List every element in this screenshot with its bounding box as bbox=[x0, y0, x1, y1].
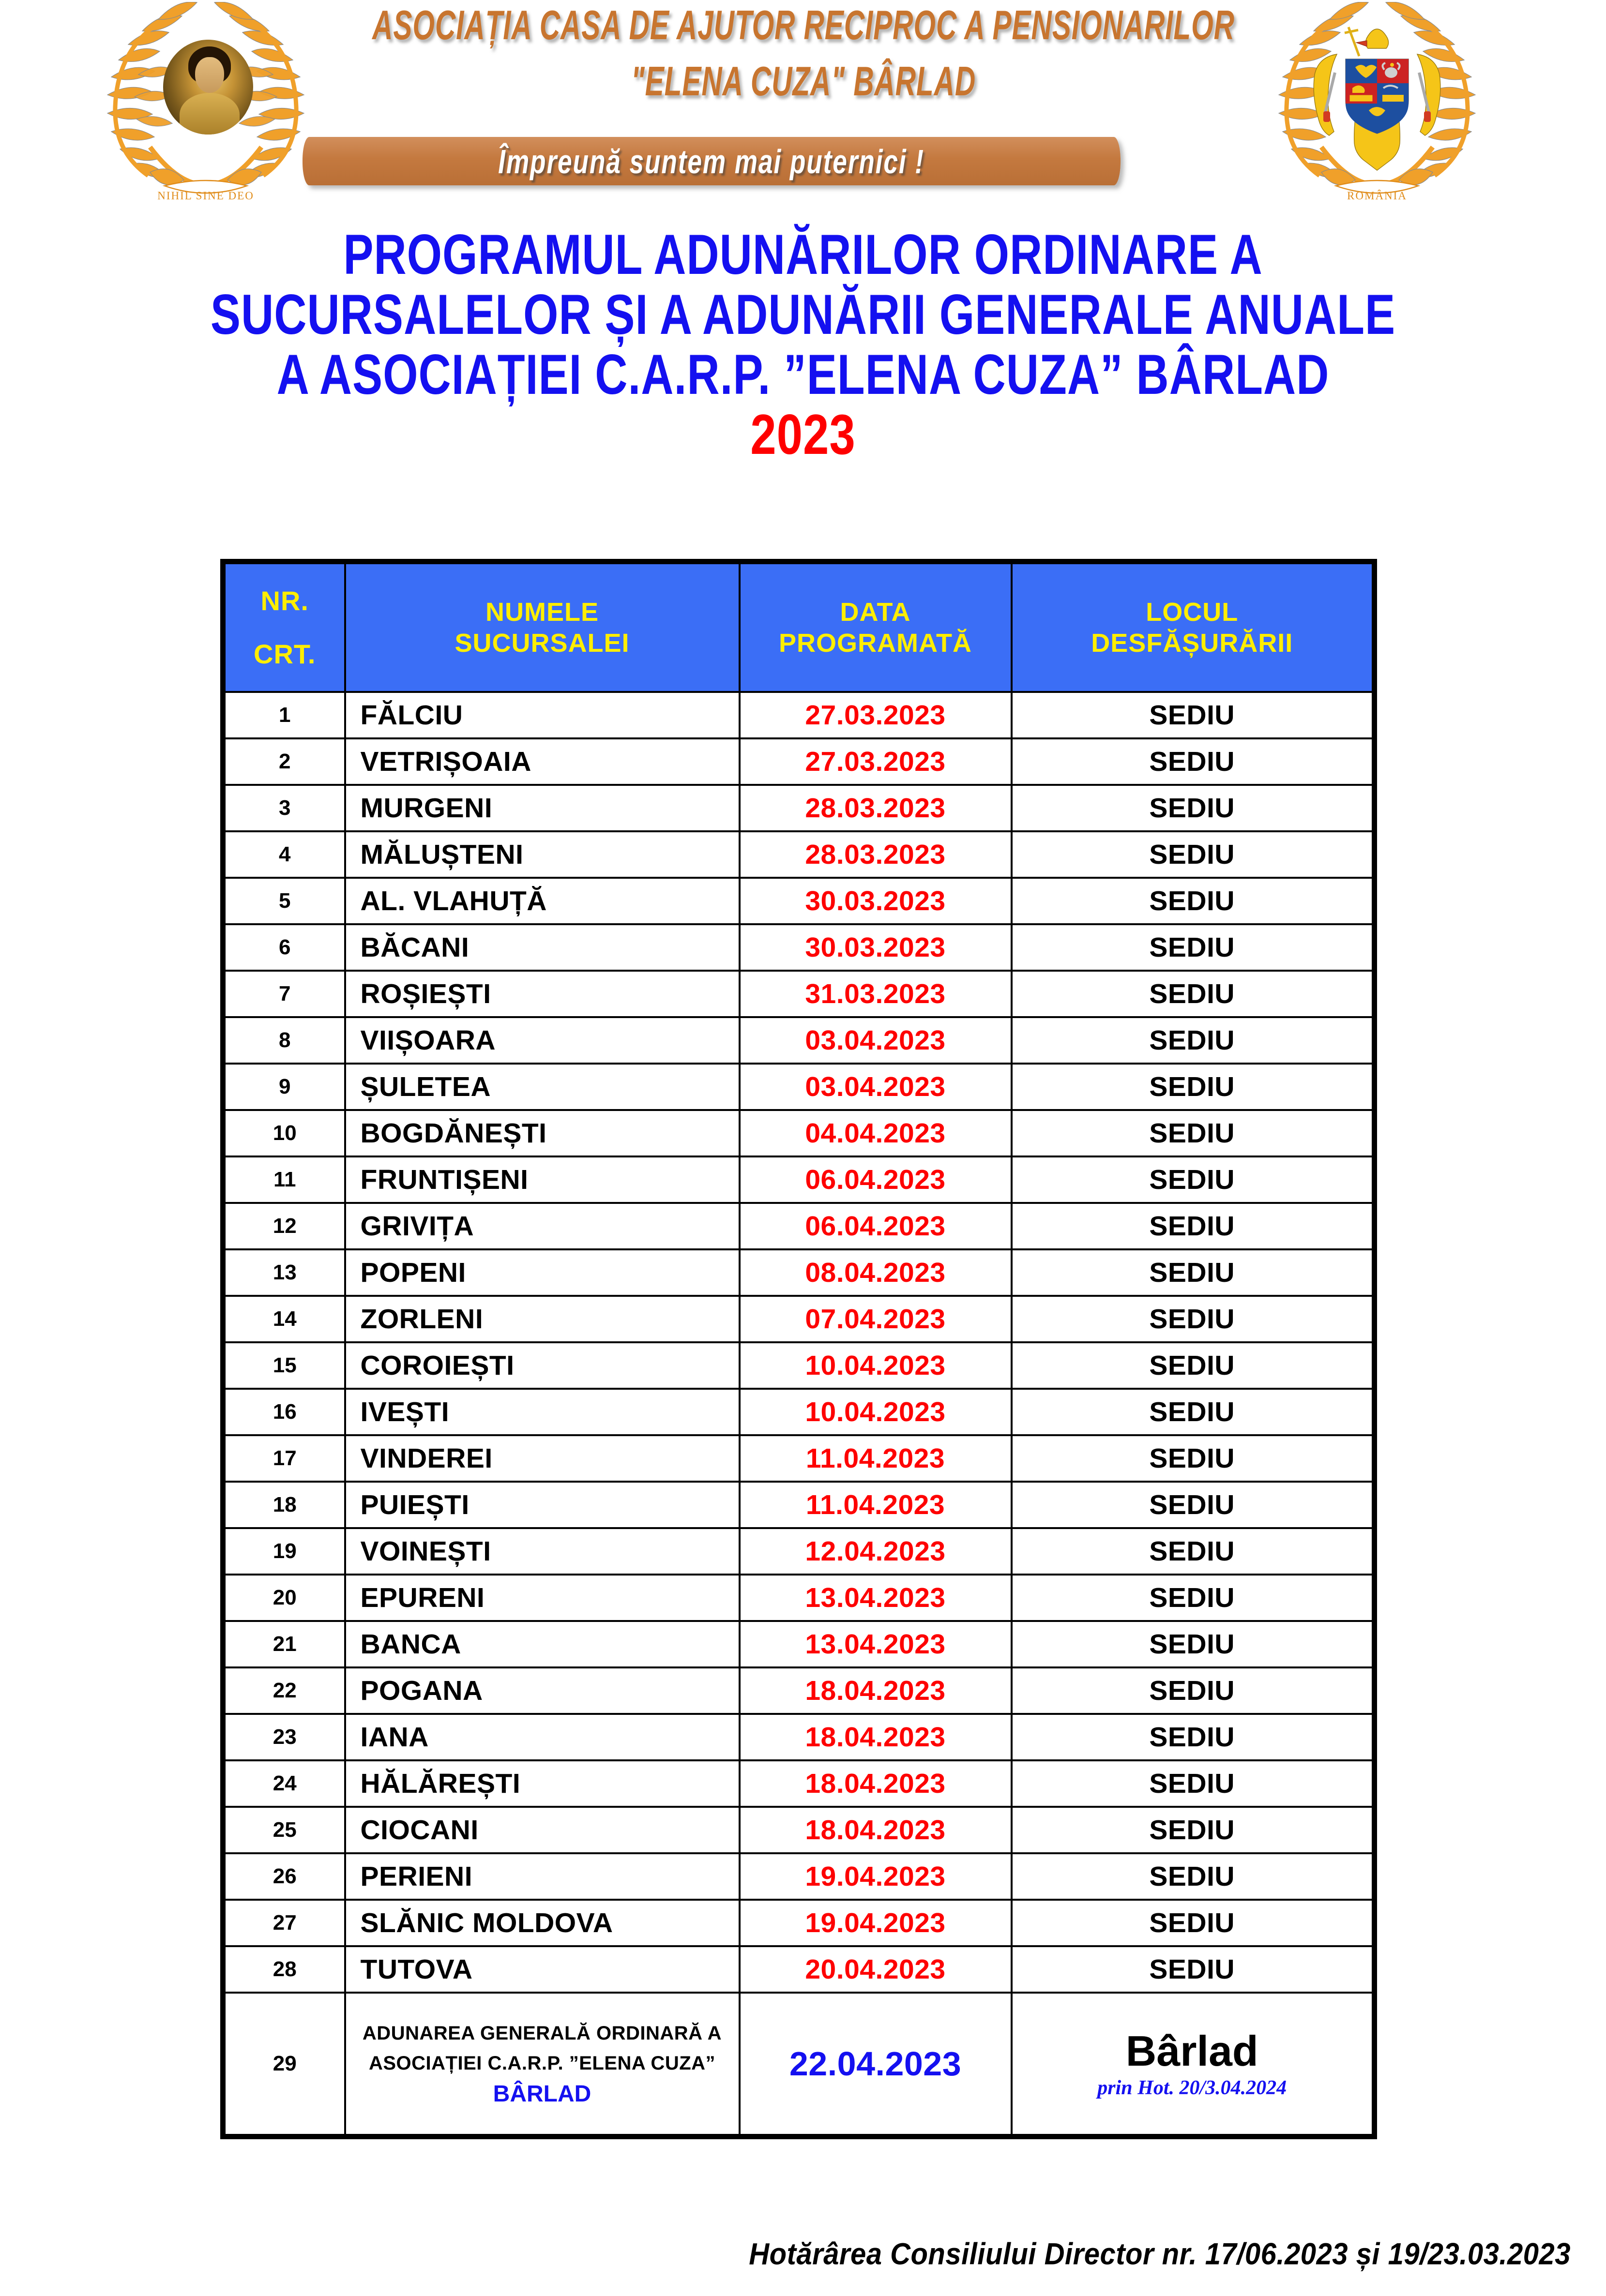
cell-location: SEDIU bbox=[1012, 1064, 1375, 1110]
table-row bbox=[223, 1017, 1375, 1064]
cell-scheduled-date: 07.04.2023 bbox=[740, 1296, 1012, 1342]
cell-branch-name: ROȘIEȘTI bbox=[345, 971, 740, 1017]
table-row bbox=[223, 1435, 1375, 1482]
page-title-line-2: SUCURSALELOR ȘI A ADUNĂRII GENERALE ANUALE bbox=[210, 283, 1396, 346]
organisation-name-line-2: "ELENA CUZA" BÂRLAD bbox=[631, 59, 976, 105]
cell-scheduled-date: 11.04.2023 bbox=[740, 1435, 1012, 1482]
table-row bbox=[223, 878, 1375, 924]
cell-scheduled-date: 10.04.2023 bbox=[740, 1342, 1012, 1389]
cell-scheduled-date: 19.04.2023 bbox=[740, 1900, 1012, 1946]
cell-branch-name: HĂLĂREȘTI bbox=[345, 1760, 740, 1807]
cell-branch-name: IANA bbox=[345, 1714, 740, 1760]
organisation-name bbox=[339, 2, 1268, 105]
cell-location: SEDIU bbox=[1012, 924, 1375, 971]
cell-nr: 18 bbox=[223, 1482, 345, 1528]
cell-scheduled-date: 20.04.2023 bbox=[740, 1946, 1012, 1993]
cell-location: SEDIU bbox=[1012, 1667, 1375, 1714]
cell-nr: 26 bbox=[223, 1853, 345, 1900]
general-assembly-city: Bârlad bbox=[1125, 2026, 1258, 2075]
column-header-place bbox=[1012, 562, 1375, 692]
table-header bbox=[223, 562, 1375, 692]
general-assembly-decision-note: prin Hot. 20/3.04.2024 bbox=[1097, 2077, 1287, 2100]
general-assembly-name-line-2: ASOCIAȚIEI C.A.R.P. ”ELENA CUZA” bbox=[368, 2053, 716, 2074]
cell-location: SEDIU bbox=[1012, 878, 1375, 924]
cell-branch-name: SLĂNIC MOLDOVA bbox=[345, 1900, 740, 1946]
column-header-date bbox=[740, 562, 1012, 692]
table-row bbox=[223, 1853, 1375, 1900]
table-row bbox=[223, 1667, 1375, 1714]
general-assembly-name-line-3: BÂRLAD bbox=[493, 2081, 591, 2107]
motto-text: Împreună suntem mai puternici ! bbox=[498, 142, 925, 180]
cell-location: SEDIU bbox=[1012, 1342, 1375, 1389]
column-header-date-line1: DATA bbox=[840, 598, 911, 627]
cell-branch-name: GRIVIȚA bbox=[345, 1203, 740, 1249]
cell-nr: 29 bbox=[223, 1993, 345, 2137]
laurel-wreath-icon bbox=[1263, 2, 1491, 205]
cell-scheduled-date: 11.04.2023 bbox=[740, 1482, 1012, 1528]
cell-nr: 12 bbox=[223, 1203, 345, 1249]
cell-scheduled-date: 19.04.2023 bbox=[740, 1853, 1012, 1900]
cell-nr: 13 bbox=[223, 1249, 345, 1296]
cell-nr: 27 bbox=[223, 1900, 345, 1946]
cell-nr: 4 bbox=[223, 831, 345, 878]
cell-branch-name: POGANA bbox=[345, 1667, 740, 1714]
cell-nr: 24 bbox=[223, 1760, 345, 1807]
cell-branch-name: BOGDĂNEȘTI bbox=[345, 1110, 740, 1156]
cell-scheduled-date: 10.04.2023 bbox=[740, 1389, 1012, 1435]
schedule-table bbox=[220, 559, 1377, 2139]
cell-nr: 10 bbox=[223, 1110, 345, 1156]
cell-scheduled-date: 30.03.2023 bbox=[740, 924, 1012, 971]
table-row bbox=[223, 1296, 1375, 1342]
cell-location: SEDIU bbox=[1012, 1482, 1375, 1528]
cell-location: SEDIU bbox=[1012, 1946, 1375, 1993]
cell-general-assembly-location bbox=[1012, 1993, 1375, 2137]
cell-nr: 8 bbox=[223, 1017, 345, 1064]
cell-location: SEDIU bbox=[1012, 1528, 1375, 1575]
column-header-nr-line1: NR. bbox=[260, 585, 309, 616]
romanian-eagle-icon bbox=[1314, 27, 1440, 170]
table-row bbox=[223, 1156, 1375, 1203]
romania-coat-of-arms-logo bbox=[1263, 2, 1491, 205]
cell-location: SEDIU bbox=[1012, 1575, 1375, 1621]
cell-scheduled-date: 31.03.2023 bbox=[740, 971, 1012, 1017]
table-header-row bbox=[223, 562, 1375, 692]
cell-scheduled-date: 13.04.2023 bbox=[740, 1621, 1012, 1667]
cell-scheduled-date: 12.04.2023 bbox=[740, 1528, 1012, 1575]
cell-branch-name: VIIȘOARA bbox=[345, 1017, 740, 1064]
cell-general-assembly-date: 22.04.2023 bbox=[740, 1993, 1012, 2137]
cell-nr: 5 bbox=[223, 878, 345, 924]
table-row-general-assembly bbox=[223, 1993, 1375, 2137]
column-header-nr bbox=[223, 562, 345, 692]
cell-location: SEDIU bbox=[1012, 738, 1375, 785]
table-row bbox=[223, 1064, 1375, 1110]
cell-scheduled-date: 30.03.2023 bbox=[740, 878, 1012, 924]
cell-location: SEDIU bbox=[1012, 1621, 1375, 1667]
general-assembly-name-line-1: ADUNAREA GENERALĂ ORDINARĂ A bbox=[362, 2023, 722, 2044]
column-header-nr-line2: CRT. bbox=[254, 639, 316, 669]
table-row bbox=[223, 1482, 1375, 1528]
cell-branch-name: IVEȘTI bbox=[345, 1389, 740, 1435]
cell-location: SEDIU bbox=[1012, 1203, 1375, 1249]
cell-nr: 20 bbox=[223, 1575, 345, 1621]
romania-ribbon-text: ROMÂNIA bbox=[1347, 190, 1407, 202]
page-title-line-1: PROGRAMUL ADUNĂRILOR ORDINARE A bbox=[343, 223, 1263, 286]
cell-branch-name: MĂLUȘTENI bbox=[345, 831, 740, 878]
elena-cuza-portrait bbox=[163, 40, 253, 135]
column-header-place-line2: DESFĂȘURĂRII bbox=[1091, 629, 1293, 658]
page-title-line-3: A ASOCIAȚIEI C.A.R.P. ”ELENA CUZA” BÂRLAD bbox=[276, 343, 1330, 406]
motto-banner bbox=[303, 137, 1121, 185]
cell-branch-name: BANCA bbox=[345, 1621, 740, 1667]
schedule-table-container bbox=[220, 559, 1377, 2139]
cell-location: SEDIU bbox=[1012, 971, 1375, 1017]
cell-location: SEDIU bbox=[1012, 1714, 1375, 1760]
table-row bbox=[223, 738, 1375, 785]
page-title bbox=[0, 223, 1606, 466]
cell-branch-name: PERIENI bbox=[345, 1853, 740, 1900]
cell-nr: 1 bbox=[223, 692, 345, 738]
cell-location: SEDIU bbox=[1012, 1156, 1375, 1203]
cell-branch-name: TUTOVA bbox=[345, 1946, 740, 1993]
cell-location: SEDIU bbox=[1012, 692, 1375, 738]
cell-location: SEDIU bbox=[1012, 1110, 1375, 1156]
organisation-name-line-1: ASOCIAȚIA CASA DE AJUTOR RECIPROC A PENSIONARILOR bbox=[372, 2, 1235, 48]
cell-nr: 15 bbox=[223, 1342, 345, 1389]
table-body bbox=[223, 692, 1375, 2137]
table-row bbox=[223, 1900, 1375, 1946]
cell-branch-name: AL. VLAHUȚĂ bbox=[345, 878, 740, 924]
table-row bbox=[223, 1807, 1375, 1853]
cell-scheduled-date: 13.04.2023 bbox=[740, 1575, 1012, 1621]
column-header-name-line1: NUMELE bbox=[485, 598, 599, 627]
cell-location: SEDIU bbox=[1012, 1435, 1375, 1482]
column-header-name-line2: SUCURSALEI bbox=[455, 629, 630, 658]
cell-nr: 2 bbox=[223, 738, 345, 785]
cell-scheduled-date: 06.04.2023 bbox=[740, 1156, 1012, 1203]
cell-branch-name: COROIEȘTI bbox=[345, 1342, 740, 1389]
cell-nr: 3 bbox=[223, 785, 345, 831]
column-header-place-line1: LOCUL bbox=[1146, 598, 1239, 627]
cell-location: SEDIU bbox=[1012, 1760, 1375, 1807]
cell-nr: 11 bbox=[223, 1156, 345, 1203]
table-row bbox=[223, 1203, 1375, 1249]
cell-branch-name: POPENI bbox=[345, 1249, 740, 1296]
table-row bbox=[223, 1249, 1375, 1296]
cell-nr: 25 bbox=[223, 1807, 345, 1853]
cell-scheduled-date: 28.03.2023 bbox=[740, 785, 1012, 831]
table-row bbox=[223, 971, 1375, 1017]
cell-scheduled-date: 03.04.2023 bbox=[740, 1017, 1012, 1064]
cell-location: SEDIU bbox=[1012, 1853, 1375, 1900]
cell-nr: 28 bbox=[223, 1946, 345, 1993]
column-header-name bbox=[345, 562, 740, 692]
nihil-sine-deo-ribbon-text: NIHIL SINE DEO bbox=[157, 190, 254, 202]
cell-nr: 19 bbox=[223, 1528, 345, 1575]
cell-nr: 6 bbox=[223, 924, 345, 971]
carp-emblem-logo bbox=[92, 2, 319, 205]
table-row bbox=[223, 924, 1375, 971]
cell-branch-name: VOINEȘTI bbox=[345, 1528, 740, 1575]
cell-location: SEDIU bbox=[1012, 1296, 1375, 1342]
cell-nr: 23 bbox=[223, 1714, 345, 1760]
cell-location: SEDIU bbox=[1012, 1807, 1375, 1853]
cell-nr: 16 bbox=[223, 1389, 345, 1435]
table-row bbox=[223, 785, 1375, 831]
column-header-date-line2: PROGRAMATĂ bbox=[779, 629, 972, 658]
cell-branch-name: MURGENI bbox=[345, 785, 740, 831]
cell-scheduled-date: 03.04.2023 bbox=[740, 1064, 1012, 1110]
cell-branch-name: ZORLENI bbox=[345, 1296, 740, 1342]
page-title-year: 2023 bbox=[750, 403, 856, 466]
cell-branch-name: VETRIȘOAIA bbox=[345, 738, 740, 785]
cell-scheduled-date: 27.03.2023 bbox=[740, 738, 1012, 785]
footer-decision-note: Hotărârea Consiliului Director nr. 17/06.2023 și 19/23.03.2023 bbox=[749, 2237, 1571, 2271]
cell-branch-name: VINDEREI bbox=[345, 1435, 740, 1482]
table-row bbox=[223, 1342, 1375, 1389]
table-row bbox=[223, 692, 1375, 738]
cell-scheduled-date: 06.04.2023 bbox=[740, 1203, 1012, 1249]
cell-branch-name: FĂLCIU bbox=[345, 692, 740, 738]
cell-branch-name: CIOCANI bbox=[345, 1807, 740, 1853]
cell-location: SEDIU bbox=[1012, 1900, 1375, 1946]
table-row bbox=[223, 1760, 1375, 1807]
cell-location: SEDIU bbox=[1012, 831, 1375, 878]
document-header bbox=[0, 0, 1606, 208]
cell-nr: 14 bbox=[223, 1296, 345, 1342]
cell-scheduled-date: 18.04.2023 bbox=[740, 1760, 1012, 1807]
cell-general-assembly-name bbox=[345, 1993, 740, 2137]
cell-location: SEDIU bbox=[1012, 1389, 1375, 1435]
cell-branch-name: PUIEȘTI bbox=[345, 1482, 740, 1528]
cell-scheduled-date: 18.04.2023 bbox=[740, 1807, 1012, 1853]
cell-scheduled-date: 18.04.2023 bbox=[740, 1714, 1012, 1760]
table-row bbox=[223, 1714, 1375, 1760]
cell-scheduled-date: 28.03.2023 bbox=[740, 831, 1012, 878]
cell-branch-name: BĂCANI bbox=[345, 924, 740, 971]
cell-branch-name: EPURENI bbox=[345, 1575, 740, 1621]
cell-location: SEDIU bbox=[1012, 785, 1375, 831]
cell-nr: 7 bbox=[223, 971, 345, 1017]
table-row bbox=[223, 1389, 1375, 1435]
cell-nr: 9 bbox=[223, 1064, 345, 1110]
cell-nr: 22 bbox=[223, 1667, 345, 1714]
table-row bbox=[223, 1621, 1375, 1667]
cell-scheduled-date: 08.04.2023 bbox=[740, 1249, 1012, 1296]
cell-scheduled-date: 27.03.2023 bbox=[740, 692, 1012, 738]
cell-branch-name: ȘULETEA bbox=[345, 1064, 740, 1110]
table-row bbox=[223, 1946, 1375, 1993]
table-row bbox=[223, 1528, 1375, 1575]
cell-location: SEDIU bbox=[1012, 1017, 1375, 1064]
cell-nr: 21 bbox=[223, 1621, 345, 1667]
cell-branch-name: FRUNTIȘENI bbox=[345, 1156, 740, 1203]
table-row bbox=[223, 1110, 1375, 1156]
cell-scheduled-date: 18.04.2023 bbox=[740, 1667, 1012, 1714]
table-row bbox=[223, 1575, 1375, 1621]
table-row bbox=[223, 831, 1375, 878]
cell-scheduled-date: 04.04.2023 bbox=[740, 1110, 1012, 1156]
cell-location: SEDIU bbox=[1012, 1249, 1375, 1296]
cell-nr: 17 bbox=[223, 1435, 345, 1482]
